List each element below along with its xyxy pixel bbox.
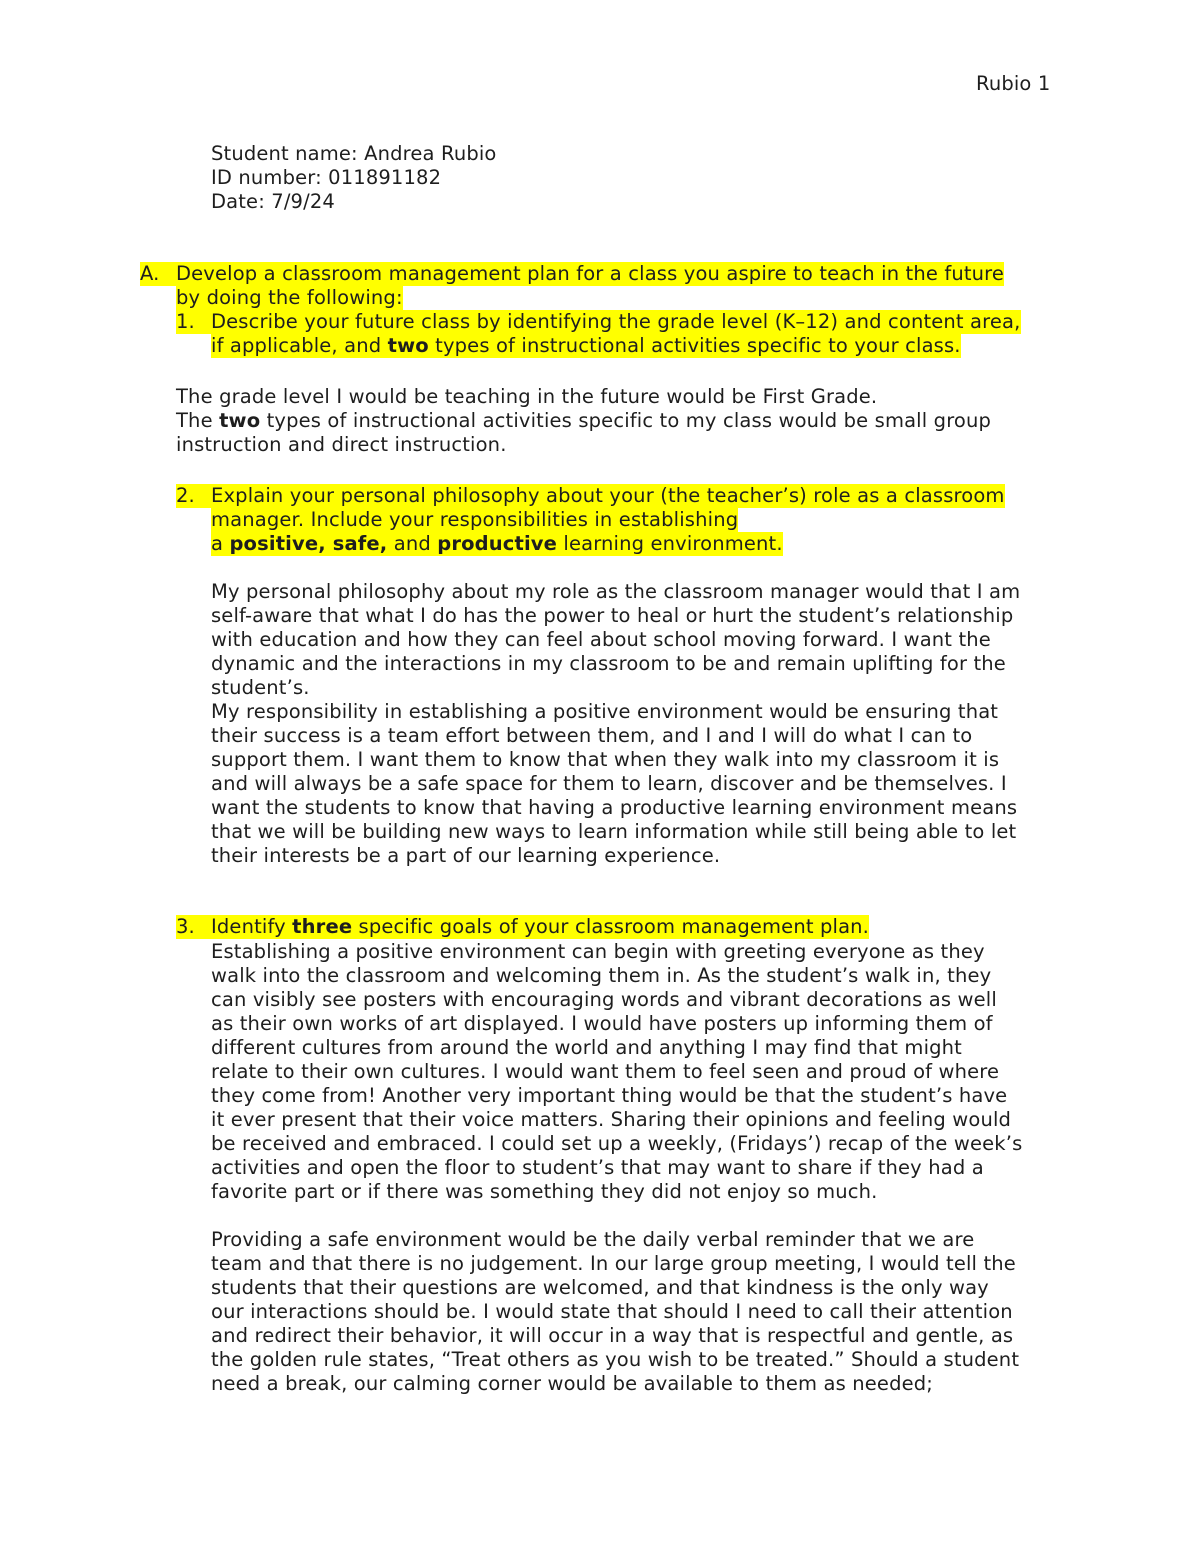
answer-3b-line: Providing a safe environment would be the daily verbal reminder that we are <box>211 1228 975 1251</box>
item-3-prompt: Identify three specific goals of your classroom management plan. <box>211 915 870 938</box>
answer-2-line: that we will be building new ways to learn information while still being able to let <box>211 820 1017 843</box>
answer-3b-line: need a break, our calming corner would be available to them as needed; <box>211 1372 933 1395</box>
answer-3a-line: activities and open the floor to student’s that may want to share if they had a <box>211 1156 984 1179</box>
answer-2-line: My personal philosophy about my role as the classroom manager would that I am <box>211 580 1021 603</box>
answer-3a-line: relate to their own cultures. I would want them to feel seen and proud of where <box>211 1060 1000 1083</box>
answer-2-line: with education and how they can feel about school moving forward. I want the <box>211 628 991 651</box>
answer-3b-line: our interactions should be. I would state that should I need to call their attention <box>211 1300 1013 1323</box>
date-line: Date: 7/9/24 <box>211 190 335 213</box>
item-1-prompt-line-2: if applicable, and two types of instructional activities specific to your class. <box>211 334 961 357</box>
student-id-line: ID number: 011891182 <box>211 166 442 189</box>
answer-3a-line: be received and embraced. I could set up a weekly, (Fridays’) recap of the week’s <box>211 1132 1023 1155</box>
answer-2-line: support them. I want them to know that when they walk into my classroom it is <box>211 748 1000 771</box>
item-1-number: 1. <box>176 310 211 334</box>
item-2-prompt-line-2: manager. Include your responsibilities in establishing <box>211 508 739 531</box>
answer-2-line: student’s. <box>211 676 310 699</box>
answer-1-line-2: The two types of instructional activities specific to my class would be small group <box>176 409 992 432</box>
item-2-prompt-line-1: Explain your personal philosophy about your (the teacher’s) role as a classroom <box>211 484 1005 507</box>
answer-2-line: My responsibility in establishing a positive environment would be ensuring that <box>211 700 999 723</box>
answer-2-line: their success is a team effort between them, and I and I will do what I can to <box>211 724 973 747</box>
answer-3b-line: students that their questions are welcomed, and that kindness is the only way <box>211 1276 989 1299</box>
answer-2-line: want the students to know that having a productive learning environment means <box>211 796 1018 819</box>
item-3-number: 3. <box>176 915 211 939</box>
answer-3a-line: favorite part or if there was something they did not enjoy so much. <box>211 1180 878 1203</box>
answer-2-line: dynamic and the interactions in my classroom to be and remain uplifting for the <box>211 652 1006 675</box>
answer-2-line: and will always be a safe space for them to learn, discover and be themselves. I <box>211 772 1007 795</box>
answer-2-line: their interests be a part of our learning experience. <box>211 844 721 867</box>
answer-3a-line: walk into the classroom and welcoming them in. As the student’s walk in, they <box>211 964 992 987</box>
answer-3a-line: different cultures from around the world and anything I may find that might <box>211 1036 962 1059</box>
answer-3a-line: they come from! Another very important thing would be that the student’s have <box>211 1084 1008 1107</box>
item-2-number: 2. <box>176 484 211 508</box>
section-a-marker: A. <box>140 262 176 286</box>
answer-1-line-1: The grade level I would be teaching in the future would be First Grade. <box>176 385 878 408</box>
student-name-line: Student name: Andrea Rubio <box>211 142 497 165</box>
answer-3a-line: can visibly see posters with encouraging words and vibrant decorations as well <box>211 988 997 1011</box>
answer-2-line: self-aware that what I do has the power to heal or hurt the student’s relationship <box>211 604 1014 627</box>
answer-3b-line: team and that there is no judgement. In our large group meeting, I would tell the <box>211 1252 1016 1275</box>
answer-3b-line: and redirect their behavior, it will occur in a way that is respectful and gentle, as <box>211 1324 1014 1347</box>
answer-3a-line: as their own works of art displayed. I would have posters up informing them of <box>211 1012 993 1035</box>
item-2-prompt-line-3: a positive, safe, and productive learning environment. <box>211 532 783 555</box>
answer-3a-line: Establishing a positive environment can begin with greeting everyone as they <box>211 940 985 963</box>
answer-3a-line: it ever present that their voice matters. Sharing their opinions and feeling would <box>211 1108 1012 1131</box>
answer-1-line-3: instruction and direct instruction. <box>176 433 507 456</box>
item-1-prompt-line-1: Describe your future class by identifying the grade level (K–12) and content area, <box>211 310 1021 333</box>
answer-3b-line: the golden rule states, “Treat others as you wish to be treated.” Should a student <box>211 1348 1020 1371</box>
section-a-prompt-line-1: Develop a classroom management plan for a class you aspire to teach in the future <box>176 262 1005 285</box>
section-a-prompt-line-2: by doing the following: <box>176 286 403 309</box>
page-header-label: Rubio 1 <box>976 72 1051 95</box>
